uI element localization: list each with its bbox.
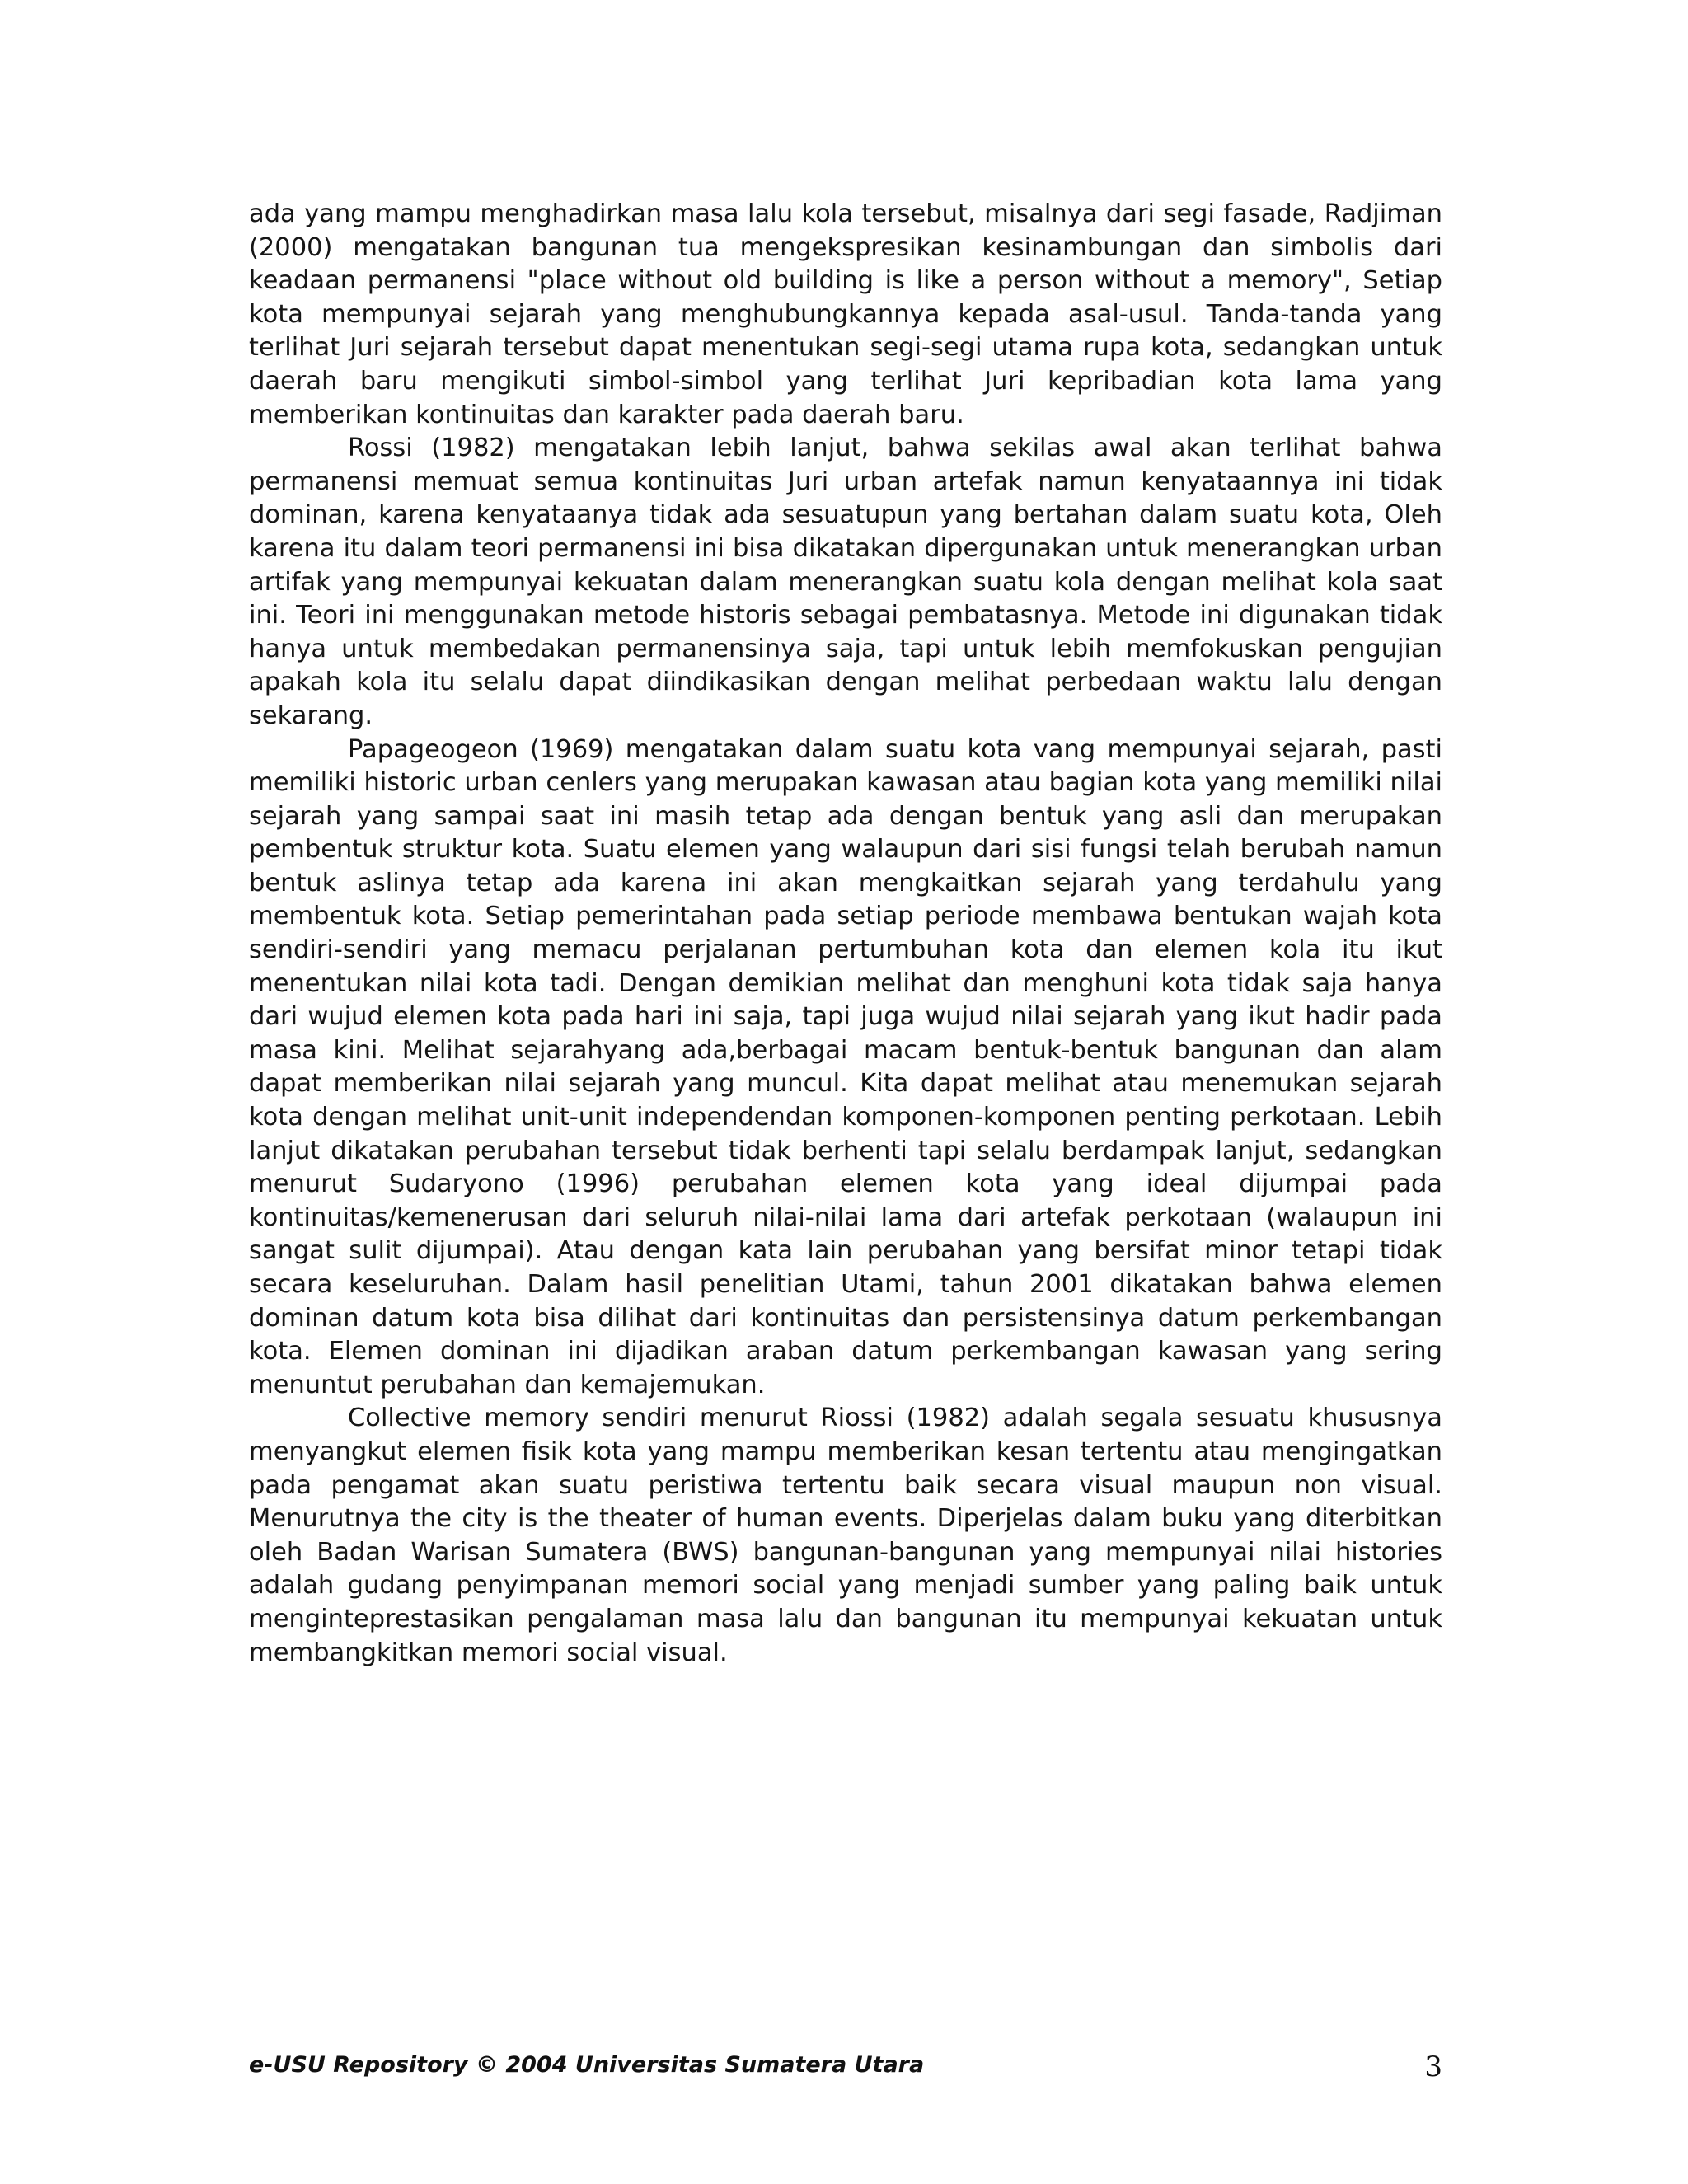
paragraph-continuation: ada yang mampu menghadirkan masa lalu kola tersebut, misalnya dari segi fasade, Radjiman (2000) mengatakan bangunan tua mengekspresikan kesinambungan dan simbolis dari keadaan permanensi "place without old building is like a person without a memory", Setiap kota mempunyai sejarah yang menghubungkannya kepada asal-usul. Tanda-tanda yang terlihat Juri sejarah tersebut dapat menentukan segi-segi utama rupa kota, sedangkan untuk daerah baru mengikuti simbol-simbol yang terlihat Juri kepribadian kota lama yang memberikan kontinuitas dan karakter pada daerah baru. [249, 199, 1442, 429]
paragraph-collective-memory: Collective memory sendiri menurut Riossi (1982) adalah segala sesuatu khususnya menyangkut elemen fisik kota yang mampu memberikan kesan tertentu atau mengingatkan pada pengamat akan suatu peristiwa tertentu baik secara visual maupun non visual. Menurutnya the city is the theater of human events. Diperjelas dalam buku yang diterbitkan oleh Badan Warisan Sumatera (BWS) bangunan-bangunan yang mempunyai nilai histories adalah gudang penyimpanan memori social yang menjadi sumber yang paling baik untuk menginteprestasikan pengalaman masa lalu dan bangunan itu mempunyai kekuatan untuk membangkitkan memori social visual. [249, 1404, 1442, 1667]
footer-repository: e-USU Repository © 2004 Universitas Sumatera Utara [249, 2052, 925, 2078]
body-text [249, 198, 1442, 1670]
paragraph-rossi: Rossi (1982) mengatakan lebih lanjut, bahwa sekilas awal akan terlihat bahwa permanensi memuat semua kontinuitas Juri urban artefak namun kenyataannya ini tidak dominan, karena kenyataanya tidak ada sesuatupun yang bertahan dalam suatu kota, Oleh karena itu dalam teori permanensi ini bisa dikatakan dipergunakan untuk menerangkan urban artifak yang mempunyai kekuatan dalam menerangkan suatu kola dengan melihat kola saat ini. Teori ini menggunakan metode historis sebagai pembatasnya. Metode ini digunakan tidak hanya untuk membedakan permanensinya saja, tapi untuk lebih memfokuskan pengujian apakah kola itu selalu dapat diindikasikan dengan melihat perbedaan waktu lalu dengan sekarang. [249, 434, 1442, 730]
page-number: 3 [1424, 2050, 1442, 2083]
paragraph-papageogeon: Papageogeon (1969) mengatakan dalam suatu kota vang mempunyai sejarah, pasti memiliki historic urban cenlers yang merupakan kawasan atau bagian kota yang memiliki nilai sejarah yang sampai saat ini masih tetap ada dengan bentuk yang asli dan merupakan pembentuk struktur kota. Suatu elemen yang walaupun dari sisi fungsi telah berubah namun bentuk aslinya tetap ada karena ini akan mengkaitkan sejarah yang terdahulu yang membentuk kota. Setiap pemerintahan pada setiap periode membawa bentukan wajah kota sendiri-sendiri yang memacu perjalanan pertumbuhan kota dan elemen kola itu ikut menentukan nilai kota tadi. Dengan demikian melihat dan menghuni kota tidak saja hanya dari wujud elemen kota pada hari ini saja, tapi juga wujud nilai sejarah yang ikut hadir pada masa kini. Melihat sejarahyang ada,berbagai macam bentuk-bentuk bangunan dan alam dapat memberikan nilai sejarah yang muncul. Kita dapat melihat atau menemukan sejarah kota dengan melihat unit-unit independendan komponen-komponen penting perkotaan. Lebih lanjut dikatakan perubahan tersebut tidak berhenti tapi selalu berdampak lanjut, sedangkan menurut Sudaryono (1996) perubahan elemen kota yang ideal dijumpai pada kontinuitas/kemenerusan dari seluruh nilai-nilai lama dari artefak perkotaan (walaupun ini sangat sulit dijumpai). Atau dengan kata lain perubahan yang bersifat minor tetapi tidak secara keseluruhan. Dalam hasil penelitian Utami, tahun 2001 dikatakan bahwa elemen dominan datum kota bisa dilihat dari kontinuitas dan persistensinya datum perkembangan kota. Elemen dominan ini dijadikan araban datum perkembangan kawasan yang sering menuntut perubahan dan kemajemukan. [249, 734, 1442, 1399]
